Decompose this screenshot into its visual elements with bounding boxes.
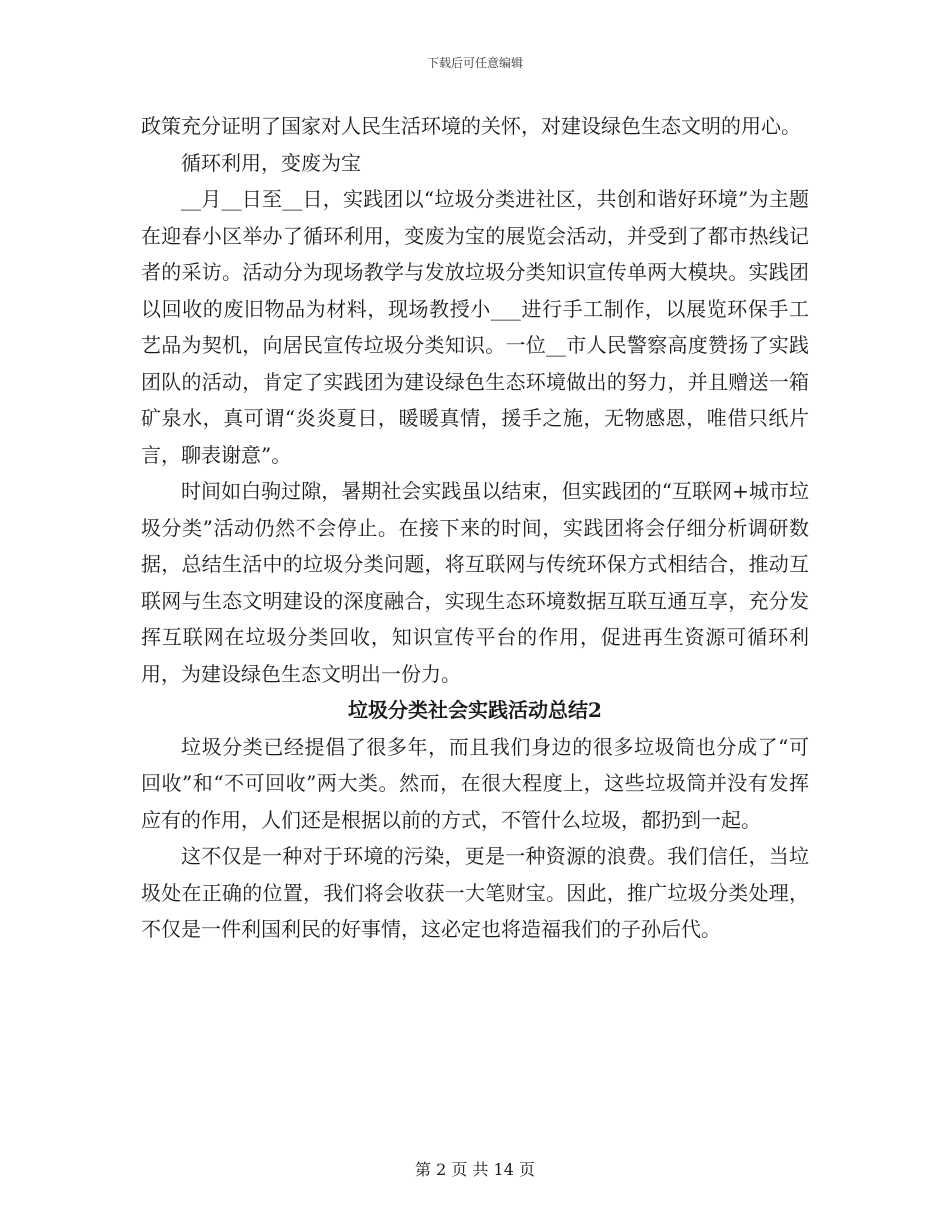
- paragraph-garbage-bins: 垃圾分类已经提倡了很多年，而且我们身边的很多垃圾筒也分成了“可回收”和“不可回收”两大类。然而，在很大程度上，这些垃圾筒并没有发挥应有的作用，人们还是根据以前的方式，不管什么垃圾，都扔到一起。: [141, 734, 809, 832]
- paragraph-resource-waste: 这不仅是一种对于环境的污染，更是一种资源的浪费。我们信任，当垃圾处在正确的位置，我们将会收获一大笔财宝。因此，推广垃圾分类处理，不仅是一件利国利民的好事情，这必定也将造福我们的子孙后代。: [141, 844, 809, 941]
- page-number: 第 2 页 共 14 页: [415, 1160, 535, 1179]
- subheading-recycling: 循环利用，变废为宝: [181, 150, 361, 175]
- paragraph-exhibition: __月__日至__日，实践团以“垃圾分类进社区，共创和谐好环境”为主题在迎春小区举办了循环利用，变废为宝的展览会活动，并受到了都市热线记者的采访。活动分为现场教学与发放垃圾分类知识宣传单两大模块。实践团以回收的废旧物品为材料，现场教授小___进行手工制作，以展览环保手工艺品为契机，向居民宣传垃圾分类知识。一位__市人民警察高度赞扬了实践团队的活动，肯定了实践团为建设绿色生态环境做出的努力，并且赠送一箱矿泉水，真可谓“炎炎夏日，暖暖真情，援手之施，无物感恩，唯借只纸片言，聊表谢意”。: [141, 187, 809, 467]
- section-title: 垃圾分类社会实践活动总结2: [348, 698, 602, 722]
- page-header: 下载后可任意编辑: [426, 56, 523, 70]
- document-body: [141, 108, 809, 948]
- paragraph-future-plans: 时间如白驹过隙，暑期社会实践虽以结束，但实践团的“互联网+城市垃圾分类”活动仍然不会停止。在接下来的时间，实践团将会仔细分析调研数据，总结生活中的垃圾分类问题，将互联网与传统环保方式相结合，推动互联网与生态文明建设的深度融合，实现生态环境数据互联互通互享，充分发挥互联网在垃圾分类回收，知识宣传平台的作用，促进再生资源可循环利用，为建设绿色生态文明出一份力。: [141, 479, 809, 686]
- paragraph-policy: 政策充分证明了国家对人民生活环境的关怀，对建设绿色生态文明的用心。: [141, 114, 801, 138]
